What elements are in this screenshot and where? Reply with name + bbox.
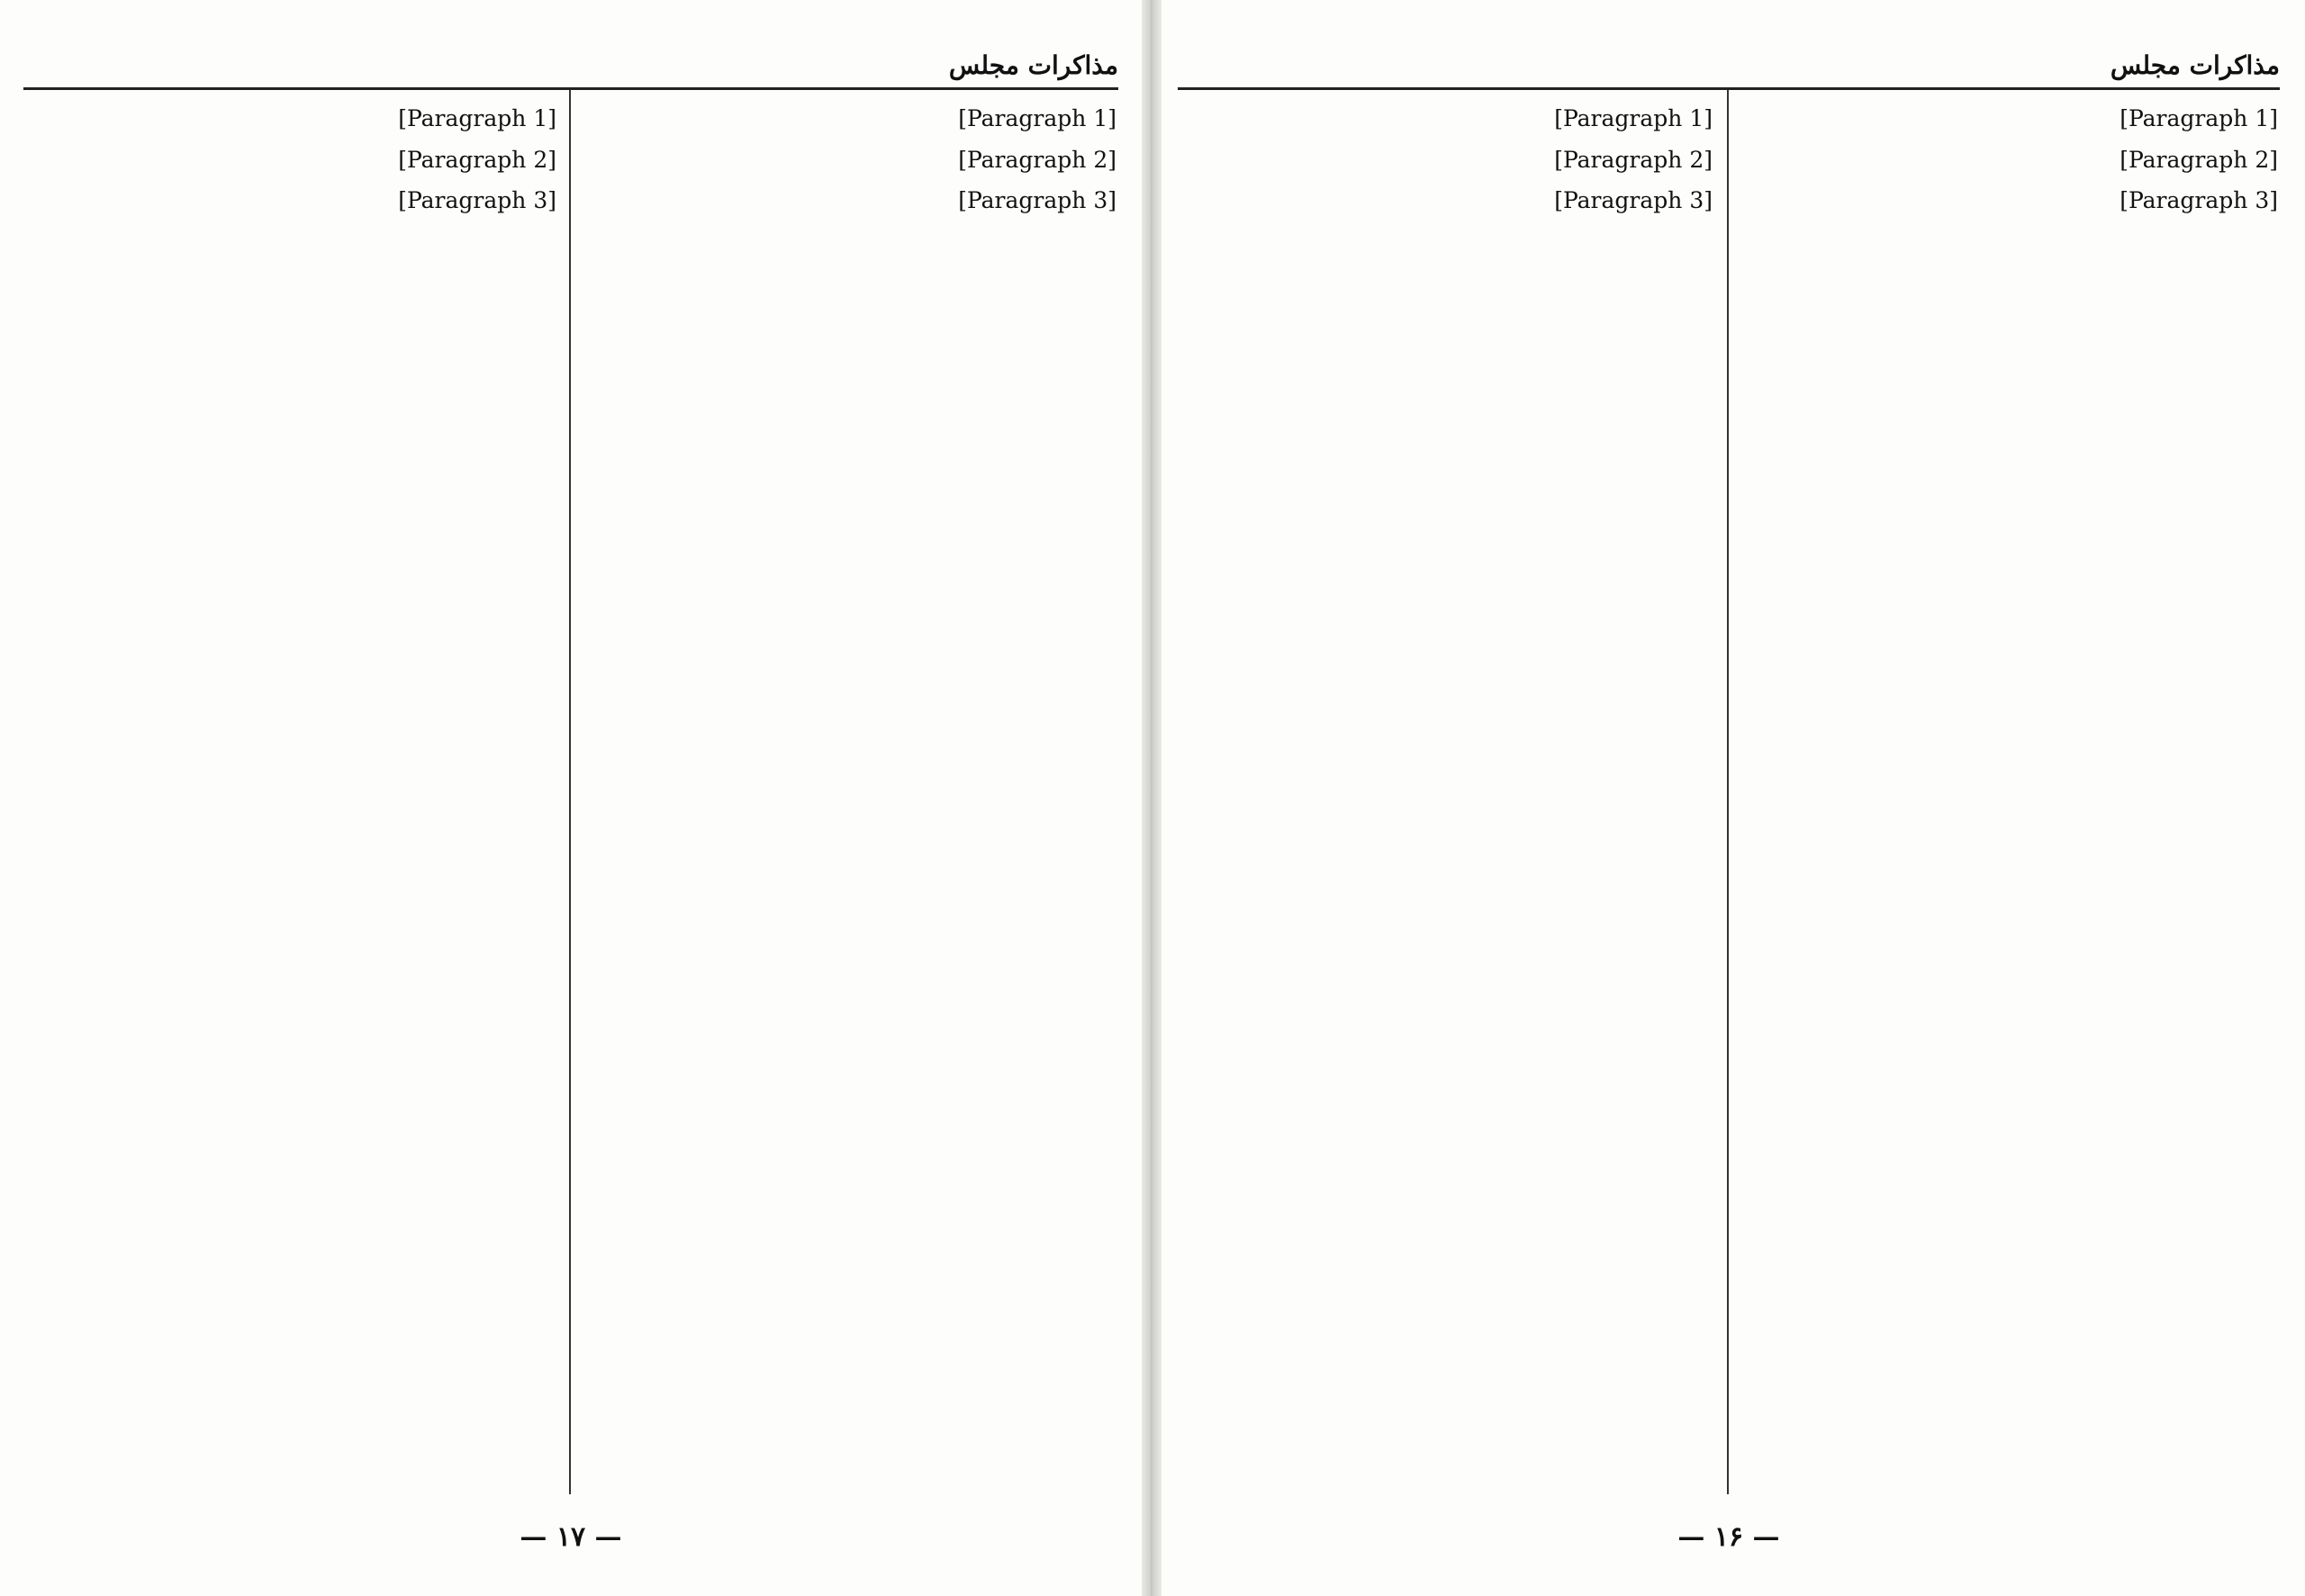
left-page-column-2 [25,101,556,1478]
paragraph: [Paragraph 1] [2120,105,2278,131]
paragraph: [Paragraph 1] [1554,105,1713,131]
right-page-number: — ۱۶ — [1677,1521,1780,1553]
right-page [1171,0,2287,1596]
paragraph: [Paragraph 2] [958,146,1116,173]
right-column-divider [1727,90,1729,1494]
left-page-number: — ۱۷ — [520,1521,622,1553]
left-page-column-1 [585,101,1116,1478]
paragraph: [Paragraph 3] [398,187,556,213]
right-page-column-1 [1743,101,2278,1478]
paragraph: [Paragraph 2] [1554,146,1713,173]
right-page-header [1178,45,2280,85]
paragraph: [Paragraph 2] [398,146,556,173]
book-gutter [1142,0,1162,1596]
left-page-title: مذاکرات مجلس [948,50,1118,80]
left-column-divider [569,90,571,1494]
paragraph: [Paragraph 1] [398,105,556,131]
paragraph: [Paragraph 2] [2120,146,2278,173]
paragraph: [Paragraph 3] [958,187,1116,213]
left-page [16,0,1125,1596]
left-page-header [23,45,1118,85]
left-header-rule [23,87,1118,90]
right-page-title: مذاکرات مجلس [2110,50,2280,80]
paragraph: [Paragraph 3] [2120,187,2278,213]
paragraph: [Paragraph 1] [958,105,1116,131]
right-header-rule [1178,87,2280,90]
paragraph: [Paragraph 3] [1554,187,1713,213]
right-page-column-2 [1181,101,1713,1478]
